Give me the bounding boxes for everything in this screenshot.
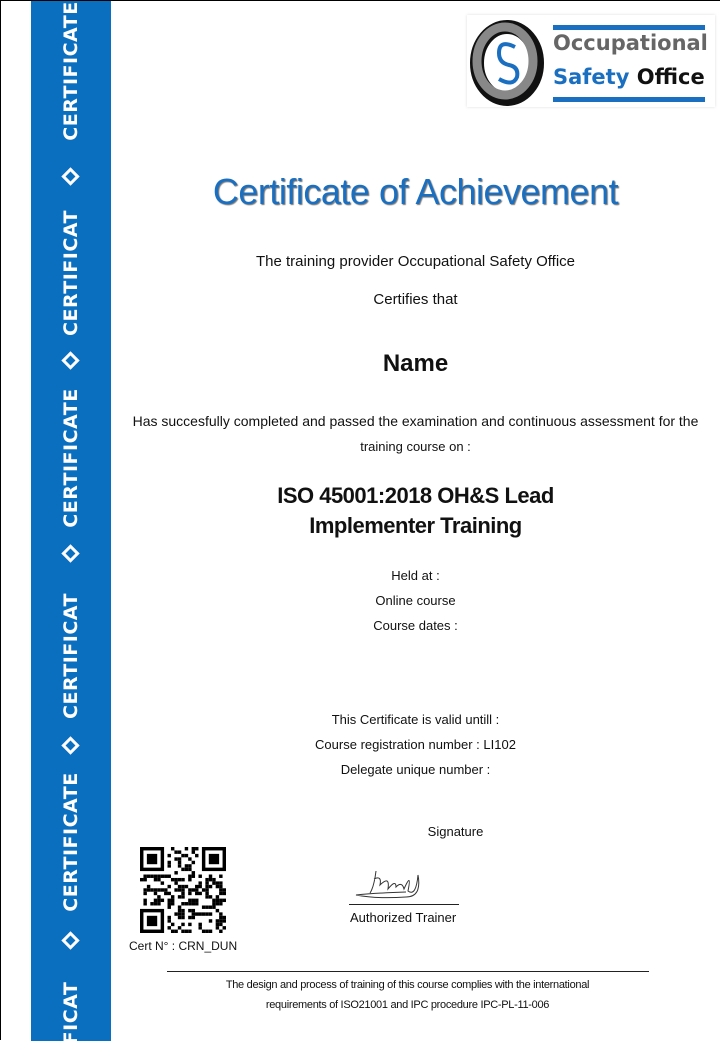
delegate-number: Delegate unique number :: [340, 762, 491, 777]
band-label: FICAT: [60, 981, 82, 1044]
certifies-line: Certifies that: [373, 291, 458, 308]
completed-line: training course on :: [360, 439, 471, 454]
signature-line: [349, 904, 459, 905]
held-at: Held at :: [391, 568, 440, 583]
footer-text: The design and process of training of this course complies with the international: [225, 979, 590, 991]
footer-text: requirements of ISO21001 and IPC procedure IPC-PL-11-006: [265, 999, 550, 1011]
provider-line: The training provider Occupational Safety Office: [255, 253, 576, 270]
band-label: CERTIFICATE: [60, 388, 82, 528]
cert-number: Cert N° : CRN_DUN: [129, 939, 238, 953]
trainer-label: Authorized Trainer: [350, 910, 457, 925]
signature-label: Signature: [427, 824, 484, 839]
course-name: ISO 45001:2018 OH&S Lead: [277, 483, 554, 508]
band-label: CERTIFICAT: [60, 593, 82, 719]
logo-text: Safety: [553, 65, 630, 89]
logo-mark-icon: [469, 15, 549, 107]
logo-text: Occupational: [553, 31, 708, 55]
footer-divider: [167, 971, 649, 972]
qr-code: [140, 847, 226, 933]
completed-line: Has succesfully completed and passed the examination and continuous assessment for the: [132, 413, 699, 429]
band-label: CERTIFICAT: [60, 210, 82, 336]
logo-text: Office: [636, 65, 705, 89]
recipient-name: Name: [382, 350, 449, 377]
location: Online course: [375, 593, 456, 608]
company-logo: [467, 15, 715, 107]
signature-image: [346, 867, 436, 907]
course-name: Implementer Training: [309, 513, 522, 538]
registration-number: Course registration number : LI102: [315, 737, 516, 752]
band-label: CERTIFICATE: [60, 1, 82, 141]
course-dates: Course dates :: [373, 618, 458, 633]
band-label: CERTIFICATE: [60, 772, 82, 912]
valid-until: This Certificate is valid untill :: [331, 712, 500, 727]
certificate-title: Certificate of Achievement: [212, 171, 619, 212]
